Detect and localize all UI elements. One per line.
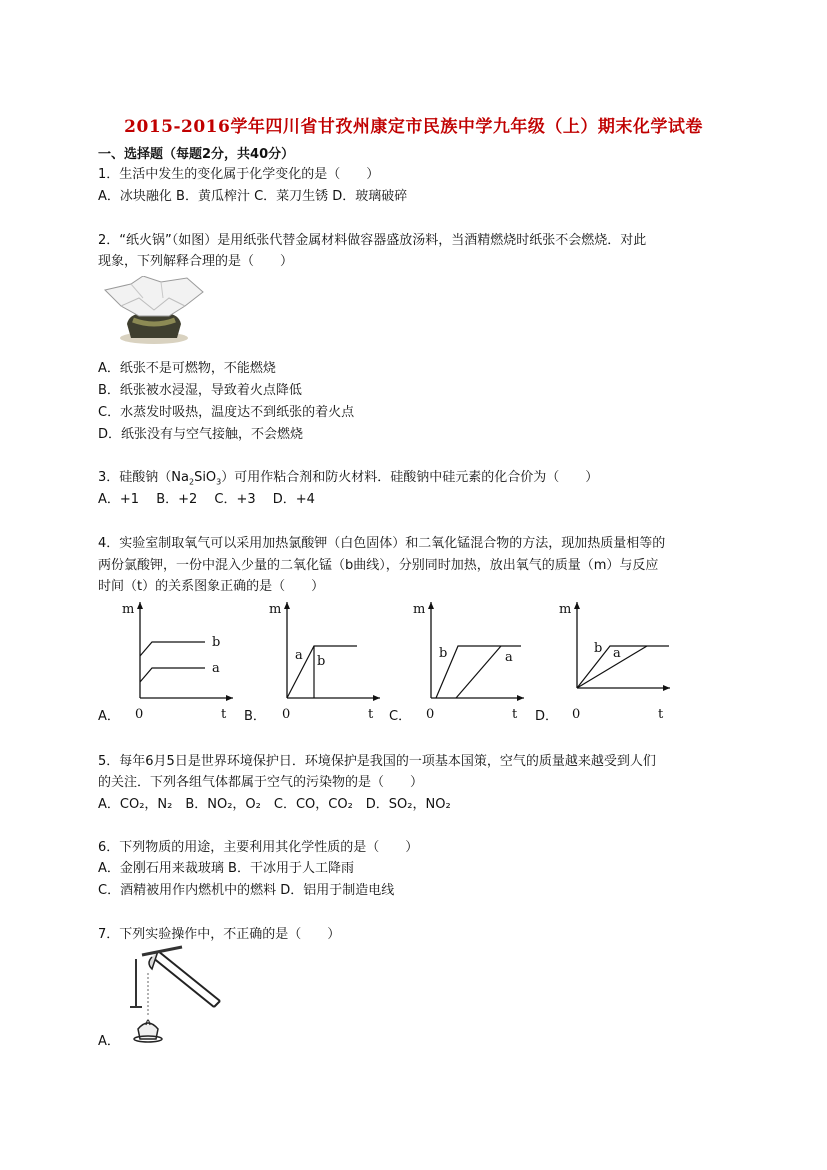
graph-b-origin: 0 <box>282 707 291 722</box>
page-title: 2015-2016学年四川省甘孜州康定市民族中学九年级（上）期末化学试卷 <box>124 117 703 137</box>
graph-a-label-a: a <box>212 661 220 676</box>
graph-a-label-b: b <box>212 635 221 650</box>
q1-options: A．冰块融化 B．黄瓜榨汁 C．菜刀生锈 D．玻璃破碎 <box>98 189 408 204</box>
graph-a-origin: 0 <box>135 707 144 722</box>
test-tube-heating-image <box>122 945 222 1045</box>
graph-b-ylabel: m <box>269 602 282 617</box>
q2-stem-line2: 现象，下列解释合理的是（ ） <box>98 254 294 269</box>
q4-option-b-label: B． <box>244 709 266 724</box>
graph-d-ylabel: m <box>559 602 572 617</box>
q4-stem-line1: 4．实验室制取氧气可以采用加热氯酸钾（白色固体）和二氧化锰混合物的方法，现加热质量相等的 <box>98 536 666 551</box>
graph-d-label-a: a <box>613 646 621 661</box>
graph-b-xlabel: t <box>368 707 374 722</box>
graph-b-label-a: a <box>295 648 303 663</box>
q2-option-a: A．纸张不是可燃物，不能燃烧 <box>98 361 276 376</box>
q1-stem: 1．生活中发生的变化属于化学变化的是（ ） <box>98 167 380 182</box>
graph-d-xlabel: t <box>658 707 664 722</box>
graph-c-xlabel: t <box>512 707 518 722</box>
q4-graph-b <box>262 598 382 726</box>
q4-graph-a <box>115 598 235 726</box>
paper-hotpot-image <box>103 276 205 346</box>
q5-options: A．CO₂，N₂ B．NO₂，O₂ C．CO，CO₂ D．SO₂，NO₂ <box>98 797 451 812</box>
q5-stem-line2: 的关注．下列各组气体都属于空气的污染物的是（ ） <box>98 775 424 790</box>
q6-stem: 6．下列物质的用途，主要利用其化学性质的是（ ） <box>98 840 419 855</box>
q2-option-b: B．纸张被水浸湿，导致着火点降低 <box>98 383 302 398</box>
q7-option-a-label: A． <box>98 1034 120 1049</box>
q4-stem-line2: 两份氯酸钾，一份中混入少量的二氧化锰（b曲线），分别同时加热，放出氧气的质量（m）与反应 <box>98 558 659 573</box>
graph-a-curve-b <box>140 642 205 656</box>
graph-c-ylabel: m <box>413 602 426 617</box>
q3-options: A．+1 B．+2 C．+3 D．+4 <box>98 492 315 507</box>
q4-graph-d <box>552 598 672 726</box>
graph-d-curve-b <box>577 646 669 688</box>
q6-options-line1: A．金刚石用来裁玻璃 B．干冰用于人工降雨 <box>98 861 354 876</box>
graph-c-label-b: b <box>439 646 448 661</box>
section-heading: 一、选择题（每题2分，共40分） <box>98 147 295 162</box>
graph-b-label-b: b <box>317 654 326 669</box>
graph-d-origin: 0 <box>572 707 581 722</box>
q2-option-d: D．纸张没有与空气接触，不会燃烧 <box>98 427 304 442</box>
graph-c-label-a: a <box>505 650 513 665</box>
graph-c-origin: 0 <box>426 707 435 722</box>
graph-a-ylabel: m <box>122 602 135 617</box>
q5-stem-line1: 5．每年6月5日是世界环境保护日．环境保护是我国的一项基本国策，空气的质量越来越受到人们 <box>98 754 656 769</box>
q2-stem-line1: 2．“纸火锅”（如图）是用纸张代替金属材料做容器盛放汤料，当酒精燃烧时纸张不会燃烧．对此 <box>98 233 647 248</box>
q4-graph-c <box>406 598 526 726</box>
graph-a-xlabel: t <box>221 707 227 722</box>
q2-option-c: C．水蒸发时吸热，温度达不到纸张的着火点 <box>98 405 355 420</box>
graph-d-curve-a <box>577 646 647 688</box>
q3-stem: 3．硅酸钠$(Na_2SiO_3)$可用作粘合剂和防火材料．硅酸钠中硅元素的化合价为（ ） <box>98 470 599 487</box>
q4-stem-line3: 时间（t）的关系图象正确的是（ ） <box>98 579 325 594</box>
q4-option-d-label: D． <box>535 709 559 724</box>
q4-option-a-label: A． <box>98 709 120 724</box>
graph-a-curve-a <box>140 668 205 682</box>
q4-option-c-label: C． <box>389 709 412 724</box>
q7-stem: 7．下列实验操作中，不正确的是（ ） <box>98 927 341 942</box>
graph-d-label-b: b <box>594 641 603 656</box>
q6-options-line2: C．酒精被用作内燃机中的燃料 D．铝用于制造电线 <box>98 883 395 898</box>
graph-c-curve-a <box>456 646 501 698</box>
